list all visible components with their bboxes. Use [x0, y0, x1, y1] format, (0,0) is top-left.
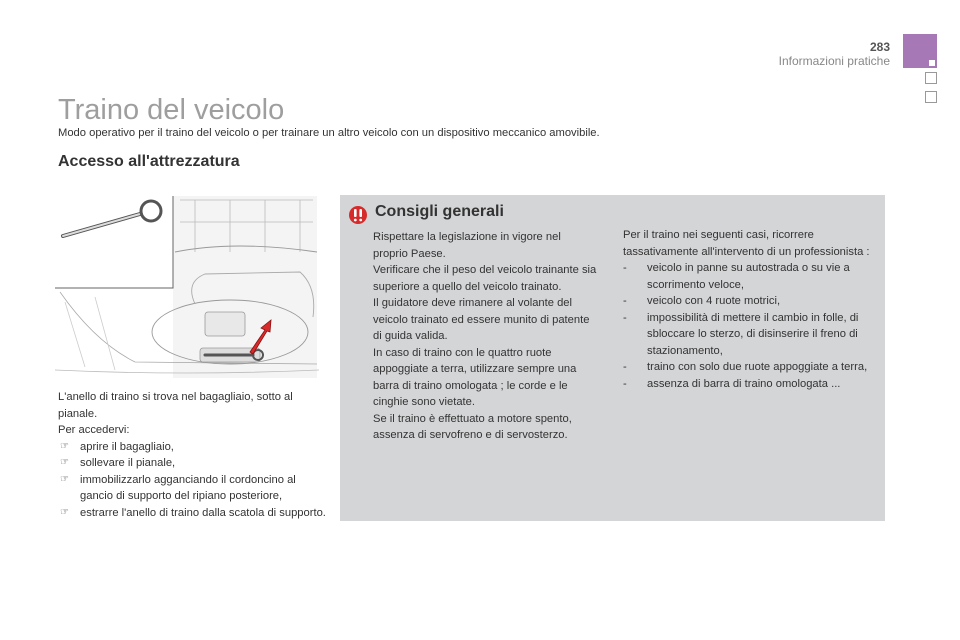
page-title: Traino del veicolo — [58, 94, 285, 126]
steps-list — [58, 439, 326, 522]
pointing-hand-icon: ☞ — [60, 457, 69, 468]
warning-icon — [348, 205, 368, 225]
tab-marker-icon — [929, 60, 935, 66]
access-paragraph: L'anello di traino si trova nel bagagliaio, sotto al pianale. — [58, 391, 293, 420]
pointing-hand-icon: ☞ — [60, 473, 69, 485]
advice-paragraph: Verificare che il peso del veicolo trainante sia superiore a quello del veicolo trainato. — [373, 264, 597, 293]
list-item: ☞ sollevare il pianale, — [58, 455, 326, 472]
access-instructions — [58, 389, 326, 521]
advice-paragraph: Se il traino è effettuato a motore spento, assenza di servofreno e di servosterzo. — [373, 412, 572, 441]
list-item: - impossibilità di mettere il cambio in folle, di sbloccare lo sterzo, di disinserire il freno di stazionamento, — [623, 311, 859, 357]
list-item: ☞ estrarre l'anello di traino dalla scatola di supporto. — [58, 505, 326, 522]
tab-outline-icon — [925, 72, 937, 84]
advice-column-left — [373, 229, 598, 444]
tab-outline-icon — [925, 91, 937, 103]
advice-column-right — [623, 227, 878, 392]
intro-text: Modo operativo per il traino del veicolo o per trainare un altro veicolo con un dispositivo meccanico amovibile. — [58, 127, 600, 139]
trunk-illustration — [55, 192, 319, 380]
section-title: Informazioni pratiche — [778, 54, 890, 68]
cases-list — [623, 260, 878, 392]
pointing-hand-icon: ☞ — [60, 440, 69, 452]
advice-paragraph: Rispettare la legislazione in vigore nel proprio Paese. — [373, 231, 561, 260]
section-tab — [903, 34, 937, 68]
professional-intro: Per il traino nei seguenti casi, ricorrere tassativamente all'intervento di un professionista : — [623, 229, 870, 258]
page-number: 283 — [869, 40, 890, 54]
pointing-hand-icon: ☞ — [60, 506, 69, 518]
list-item: - veicolo in panne su autostrada o su vie a scorrimento veloce, — [623, 262, 850, 291]
advice-box — [340, 195, 885, 521]
advice-heading: Consigli generali — [375, 203, 504, 220]
advice-paragraph: In caso di traino con le quattro ruote appoggiate a terra, utilizzare sempre una barra di traino omologata ; le corde e le cinghie sono vietate. — [373, 346, 577, 408]
list-item: - veicolo con 4 ruote motrici, — [623, 295, 781, 307]
advice-paragraph: Il guidatore deve rimanere al volante del veicolo trainato ed essere munito di patente di guida valida. — [373, 297, 590, 342]
access-heading: Accesso all'attrezzatura — [58, 153, 240, 170]
list-item: - traino con solo due ruote appoggiate a terra, — [623, 361, 868, 373]
steps-intro: Per accedervi: — [58, 424, 130, 436]
list-item: ☞ immobilizzarlo agganciando il cordoncino al gancio di supporto del ripiano posteriore, — [60, 473, 296, 502]
list-item: ☞ aprire il bagagliaio, — [58, 439, 326, 456]
list-item: - assenza di barra di traino omologata ... — [623, 377, 841, 390]
